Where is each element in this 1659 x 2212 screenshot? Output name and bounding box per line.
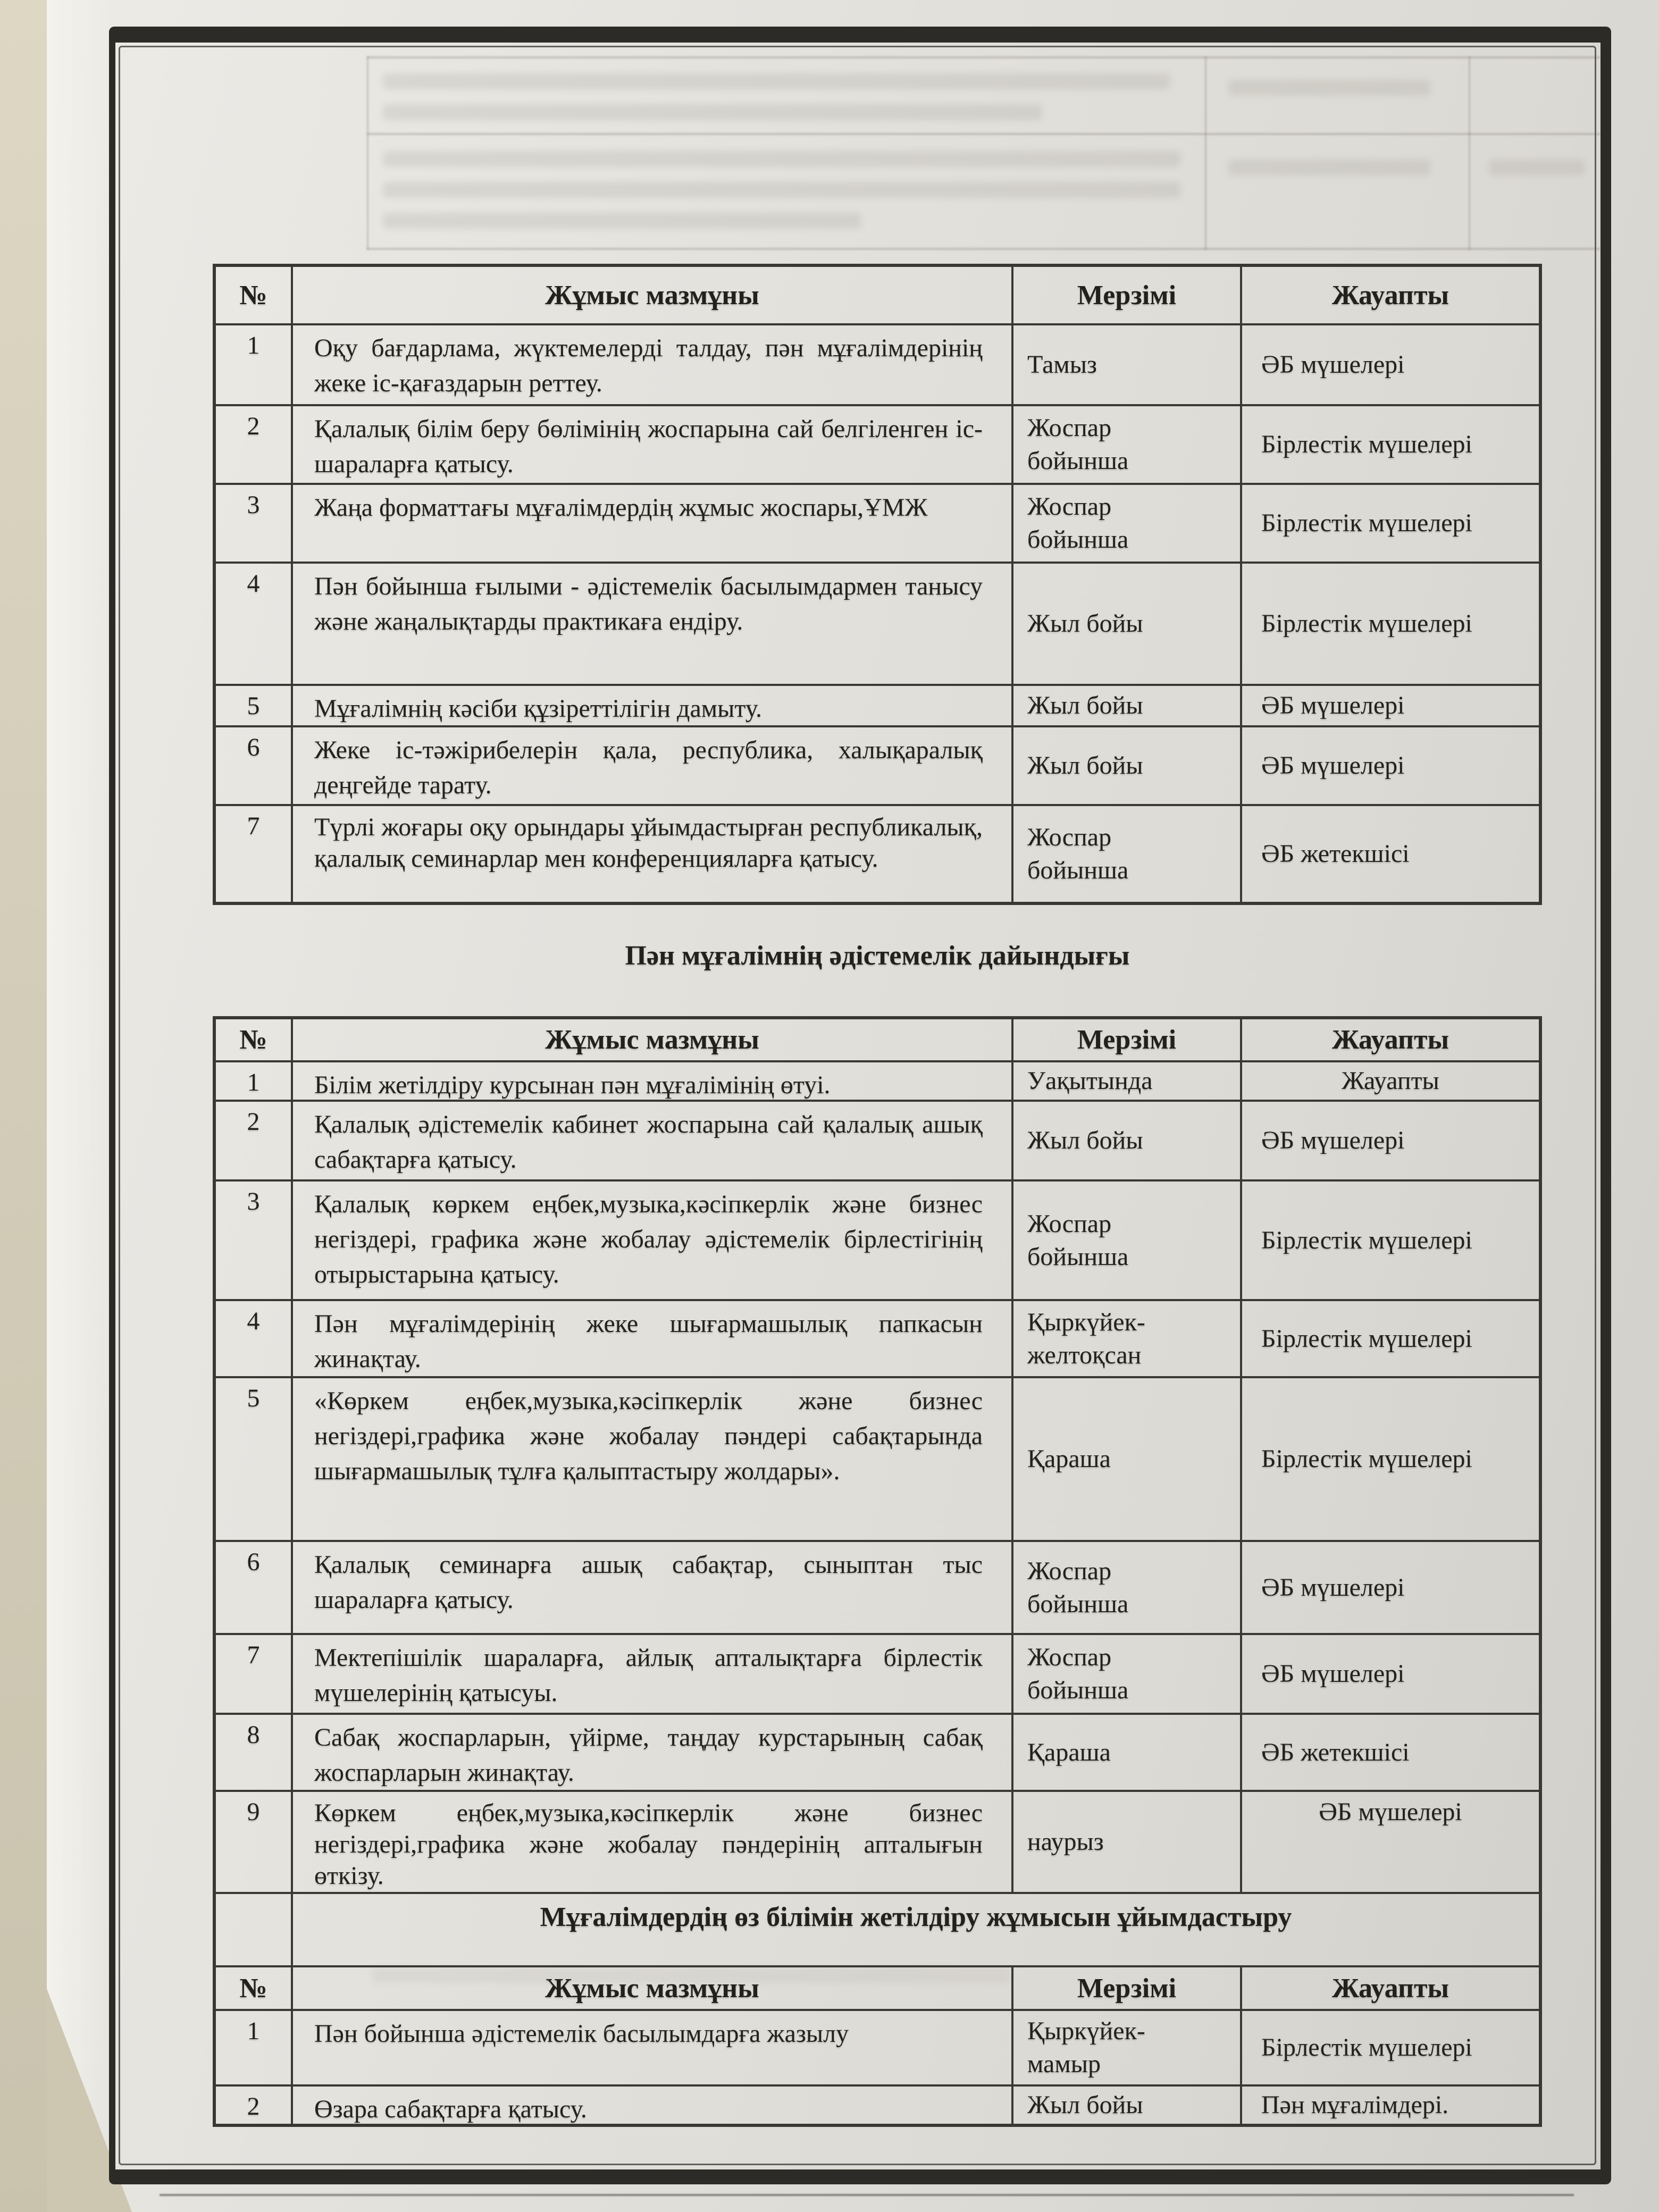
row-number: 4 <box>247 569 260 598</box>
term-cell <box>1013 406 1242 483</box>
responsible-cell <box>1242 1062 1539 1100</box>
column-header-resp <box>1242 267 1539 323</box>
ghost-line <box>367 133 1601 135</box>
term-text: наурыз <box>1027 1828 1104 1856</box>
ghost-line <box>1205 56 1206 250</box>
term-text: Жоспар бойынша <box>1027 1556 1129 1618</box>
row-number-cell <box>216 1182 293 1299</box>
responsible-text: Пән мұғалімдері. <box>1261 2091 1449 2119</box>
column-header-content <box>293 267 1013 323</box>
row-number: 1 <box>247 331 260 359</box>
responsible-cell <box>1242 1301 1539 1376</box>
term-text: Жоспар бойынша <box>1027 1643 1129 1704</box>
column-header-resp <box>1242 1019 1539 1060</box>
responsible-text: ӘБ мүшелері <box>1261 691 1405 719</box>
work-content-text: Қалалық семинарға ашық сабақтар, сыныптан тыс шараларға қатысу. <box>314 1551 983 1614</box>
row-number-cell <box>216 1635 293 1713</box>
work-content-cell <box>293 564 1013 684</box>
row-number: 2 <box>247 2092 260 2121</box>
row-number-cell <box>216 1792 293 1892</box>
responsible-text: Бірлестік мүшелері <box>1261 509 1472 537</box>
work-plan-table-1 <box>213 264 1542 905</box>
heading-row-merged-cell <box>293 1894 1539 1965</box>
responsible-cell <box>1242 2087 1539 2124</box>
responsible-cell <box>1242 1102 1539 1179</box>
column-header-resp-label: Жауапты <box>1331 280 1449 311</box>
row-number-cell <box>216 686 293 725</box>
responsible-cell <box>1242 727 1539 804</box>
responsible-text: ӘБ мүшелері <box>1261 1573 1405 1602</box>
term-cell <box>1013 686 1242 725</box>
row-number-cell <box>216 564 293 684</box>
table-header-row <box>216 267 1539 323</box>
term-text: Жыл бойы <box>1027 609 1143 638</box>
term-text: Қыркүйек-желтоқсан <box>1027 1308 1145 1369</box>
responsible-text: ӘБ жетекшісі <box>1261 840 1410 868</box>
responsible-cell <box>1242 1792 1539 1892</box>
work-content-cell <box>293 1635 1013 1713</box>
row-number: 3 <box>247 491 260 519</box>
term-text: Жыл бойы <box>1027 1126 1143 1154</box>
ghost-line <box>367 56 368 250</box>
work-content-cell <box>293 1542 1013 1633</box>
row-number-cell <box>216 485 293 562</box>
work-content-text: Мұғалімнің кәсіби құзіреттілігін дамыту. <box>314 694 762 723</box>
work-content-text: Оқу бағдарлама, жүктемелерді талдау, пән мұғалімдерінің жеке іс-қағаздарын реттеу. <box>314 334 983 397</box>
column-header-no <box>216 267 293 323</box>
section-heading-methodical-prep: Пән мұғалімнің әдістемелік дайындығы <box>625 941 1130 971</box>
term-cell <box>1013 485 1242 562</box>
table-row <box>216 1633 1539 1713</box>
responsible-text: Бірлестік мүшелері <box>1261 1324 1472 1353</box>
row-number-cell <box>216 806 293 902</box>
term-cell <box>1013 1301 1242 1376</box>
term-text: Жоспар бойынша <box>1027 414 1129 475</box>
ghost-text-smudge <box>383 73 1170 89</box>
table-row <box>216 562 1539 684</box>
work-content-text: Жеке іс-тәжірибелерін қала, республика, халықаралық деңгейде тарату. <box>314 736 983 799</box>
ghost-text-smudge <box>383 104 1042 120</box>
responsible-text: Бірлестік мүшелері <box>1261 430 1472 458</box>
ghost-text-smudge <box>383 213 861 229</box>
row-number: 1 <box>247 2017 260 2045</box>
table-row <box>216 1790 1539 1892</box>
work-content-cell <box>293 1102 1013 1179</box>
column-header-term <box>1013 267 1242 323</box>
row-number: 1 <box>247 1068 260 1096</box>
table-row <box>216 404 1539 483</box>
term-text: Уақытында <box>1027 1067 1153 1095</box>
term-cell <box>1013 1182 1242 1299</box>
column-header-resp <box>1242 1967 1539 2009</box>
work-content-text: «Көркем еңбек,музыка,кәсіпкерлік және бизнес негіздері,графика және жобалау пәндері сабақтарында шығармашылық тұлға қалыптастыру жолдары». <box>314 1387 983 1485</box>
ghost-text-smudge <box>383 182 1180 198</box>
responsible-cell <box>1242 686 1539 725</box>
row-number-cell <box>216 1301 293 1376</box>
row-number: 2 <box>247 1108 260 1136</box>
table-row <box>216 1179 1539 1299</box>
column-header-term-label: Мерзімі <box>1077 1973 1177 2004</box>
column-header-resp-label: Жауапты <box>1331 1025 1449 1055</box>
responsible-text: Бірлестік мүшелері <box>1261 609 1472 638</box>
responsible-cell <box>1242 564 1539 684</box>
row-number: 6 <box>247 733 260 761</box>
responsible-cell <box>1242 485 1539 562</box>
row-number: 2 <box>247 412 260 440</box>
row-number-cell <box>216 2087 293 2124</box>
responsible-text: Бірлестік мүшелері <box>1261 1445 1472 1473</box>
row-number: 7 <box>247 1641 260 1669</box>
work-content-text: Пән бойынша ғылыми - әдістемелік басылымдармен танысу және жаңалықтарды практикаға ендіру. <box>314 572 983 635</box>
responsible-text: ӘБ мүшелері <box>1261 350 1405 379</box>
responsible-cell <box>1242 1182 1539 1299</box>
responsible-cell <box>1242 406 1539 483</box>
column-header-no-label: № <box>239 280 267 311</box>
row-number-cell <box>216 1715 293 1790</box>
responsible-cell <box>1242 2011 1539 2084</box>
responsible-text: Бірлестік мүшелері <box>1261 2033 1472 2062</box>
row-number: 5 <box>247 692 260 720</box>
responsible-text: ӘБ мүшелері <box>1319 1798 1462 1826</box>
section-heading-self-education: Мұғалімдердің өз білімін жетілдіру жұмысын ұйымдастыру <box>540 1902 1292 1932</box>
table-row <box>216 2084 1539 2124</box>
term-text: Қыркүйек-мамыр <box>1027 2017 1145 2078</box>
work-content-cell <box>293 2011 1013 2084</box>
work-content-text: Қалалық көркем еңбек,музыка,кәсіпкерлік және бизнес негіздері, графика және жобалау әдістемелік бірлестігінің отырыстарына қатысу. <box>314 1190 983 1288</box>
term-cell <box>1013 1062 1242 1100</box>
ghost-text-smudge <box>1228 80 1430 96</box>
term-cell <box>1013 1102 1242 1179</box>
term-cell <box>1013 806 1242 902</box>
row-number: 9 <box>247 1798 260 1826</box>
work-content-cell <box>293 325 1013 404</box>
responsible-cell <box>1242 325 1539 404</box>
responsible-cell <box>1242 1542 1539 1633</box>
table-row <box>216 323 1539 404</box>
work-content-cell <box>293 406 1013 483</box>
ghost-line <box>1469 56 1470 250</box>
term-text: Жоспар бойынша <box>1027 823 1129 884</box>
term-cell <box>1013 2087 1242 2124</box>
table-row <box>216 1299 1539 1376</box>
responsible-text: Жауапты <box>1342 1067 1439 1095</box>
work-content-text: Мектепішілік шараларға, айлық апталықтарға бірлестік мүшелерінің қатысуы. <box>314 1644 983 1707</box>
term-cell <box>1013 325 1242 404</box>
ghost-text-smudge <box>1489 160 1585 175</box>
table-row <box>216 483 1539 562</box>
column-header-no-label: № <box>239 1973 267 2004</box>
term-text: Тамыз <box>1027 350 1097 379</box>
term-text: Жыл бойы <box>1027 751 1143 780</box>
column-header-content <box>293 1967 1013 2009</box>
work-content-cell <box>293 686 1013 725</box>
table-row <box>216 1060 1539 1100</box>
term-text: Қараша <box>1027 1738 1111 1766</box>
column-header-resp-label: Жауапты <box>1331 1973 1449 2004</box>
term-text: Жыл бойы <box>1027 2091 1143 2119</box>
work-plan-table-2 <box>213 1016 1542 2127</box>
term-text: Жыл бойы <box>1027 691 1143 719</box>
term-cell <box>1013 1542 1242 1633</box>
work-content-cell <box>293 1301 1013 1376</box>
column-header-no <box>216 1019 293 1060</box>
work-content-cell <box>293 2087 1013 2124</box>
column-header-content-label: Жұмыс мазмұны <box>545 1973 759 2004</box>
ghost-text-smudge <box>1228 160 1430 175</box>
column-header-content-label: Жұмыс мазмұны <box>545 1025 759 1055</box>
column-header-content-label: Жұмыс мазмұны <box>545 280 759 311</box>
heading-row-spacer-cell <box>216 1894 293 1965</box>
table-row <box>216 1100 1539 1179</box>
table-row <box>216 2009 1539 2084</box>
table-row <box>216 1540 1539 1633</box>
column-header-term-label: Мерзімі <box>1077 1025 1177 1055</box>
work-content-cell <box>293 1792 1013 1892</box>
work-content-cell <box>293 1182 1013 1299</box>
work-content-cell <box>293 1715 1013 1790</box>
term-text: Жоспар бойынша <box>1027 492 1129 554</box>
responsible-text: ӘБ мүшелері <box>1261 1660 1405 1688</box>
in-table-section-heading-row <box>216 1892 1539 1965</box>
term-cell <box>1013 1378 1242 1540</box>
row-number-cell <box>216 1542 293 1633</box>
work-content-text: Өзара сабақтарға қатысу. <box>314 2095 587 2123</box>
row-number: 8 <box>247 1721 260 1749</box>
work-content-cell <box>293 806 1013 902</box>
table-row <box>216 684 1539 725</box>
column-header-term <box>1013 1019 1242 1060</box>
row-number: 6 <box>247 1548 260 1576</box>
row-number: 5 <box>247 1384 260 1412</box>
column-header-no <box>216 1967 293 2009</box>
term-text: Қараша <box>1027 1445 1111 1473</box>
work-content-text: Қалалық білім беру бөлімінің жоспарына сай белгіленген іс- шараларға қатысу. <box>314 415 983 478</box>
ghost-line <box>367 248 1601 250</box>
table-row <box>216 725 1539 804</box>
work-content-cell <box>293 1378 1013 1540</box>
ghost-text-smudge <box>383 151 1180 167</box>
term-cell <box>1013 2011 1242 2084</box>
column-header-term <box>1013 1967 1242 2009</box>
responsible-cell <box>1242 806 1539 902</box>
responsible-text: Бірлестік мүшелері <box>1261 1226 1472 1254</box>
ghost-line <box>367 56 1601 58</box>
row-number: 7 <box>247 812 260 840</box>
paper-edge-highlight <box>47 0 111 2212</box>
table-header-row <box>216 1965 1539 2009</box>
column-header-no-label: № <box>239 1025 267 1055</box>
responsible-cell <box>1242 1715 1539 1790</box>
work-content-text: Түрлі жоғары оқу орындары ұйымдастырған республикалық, қалалық семинарлар мен конференцияларға қатысу. <box>314 813 983 873</box>
work-content-text: Жаңа форматтағы мұғалімдердің жұмыс жоспары,ҰМЖ <box>314 493 928 522</box>
table-row <box>216 1376 1539 1540</box>
responsible-text: ӘБ мүшелері <box>1261 751 1405 780</box>
table-row <box>216 1713 1539 1790</box>
work-content-cell <box>293 1062 1013 1100</box>
term-cell <box>1013 564 1242 684</box>
row-number-cell <box>216 325 293 404</box>
responsible-cell <box>1242 1635 1539 1713</box>
column-header-term-label: Мерзімі <box>1077 280 1177 311</box>
term-cell <box>1013 1635 1242 1713</box>
work-content-text: Білім жетілдіру курсынан пән мұғалімінің өтуі. <box>314 1071 831 1099</box>
row-number-cell <box>216 2011 293 2084</box>
term-cell <box>1013 1715 1242 1790</box>
responsible-cell <box>1242 1378 1539 1540</box>
frame-bottom-line <box>160 2194 1574 2196</box>
term-text: Жоспар бойынша <box>1027 1209 1129 1271</box>
work-content-text: Көркем еңбек,музыка,кәсіпкерлік және бизнес негіздері,графика және жобалау пәндерінің апталығын өткізу. <box>314 1799 983 1890</box>
term-cell <box>1013 1792 1242 1892</box>
table-header-row <box>216 1019 1539 1060</box>
term-cell <box>1013 727 1242 804</box>
work-content-cell <box>293 727 1013 804</box>
column-header-content <box>293 1019 1013 1060</box>
work-content-cell <box>293 485 1013 562</box>
row-number-cell <box>216 727 293 804</box>
work-content-text: Қалалық әдістемелік кабинет жоспарына сай қалалық ашық сабақтарға қатысу. <box>314 1110 983 1174</box>
responsible-text: ӘБ мүшелері <box>1261 1126 1405 1154</box>
row-number-cell <box>216 406 293 483</box>
row-number-cell <box>216 1062 293 1100</box>
work-content-text: Сабақ жоспарларын, үйірме, таңдау курстарының сабақ жоспарларын жинақтау. <box>314 1723 983 1787</box>
row-number: 4 <box>247 1307 260 1335</box>
responsible-text: ӘБ жетекшісі <box>1261 1738 1410 1766</box>
work-content-text: Пән мұғалімдерінің жеке шығармашылық папкасын жинақтау. <box>314 1310 983 1373</box>
row-number-cell <box>216 1378 293 1540</box>
row-number-cell <box>216 1102 293 1179</box>
row-number: 3 <box>247 1187 260 1216</box>
table-row <box>216 804 1539 902</box>
work-content-text: Пән бойынша әдістемелік басылымдарға жазылу <box>314 2020 849 2048</box>
